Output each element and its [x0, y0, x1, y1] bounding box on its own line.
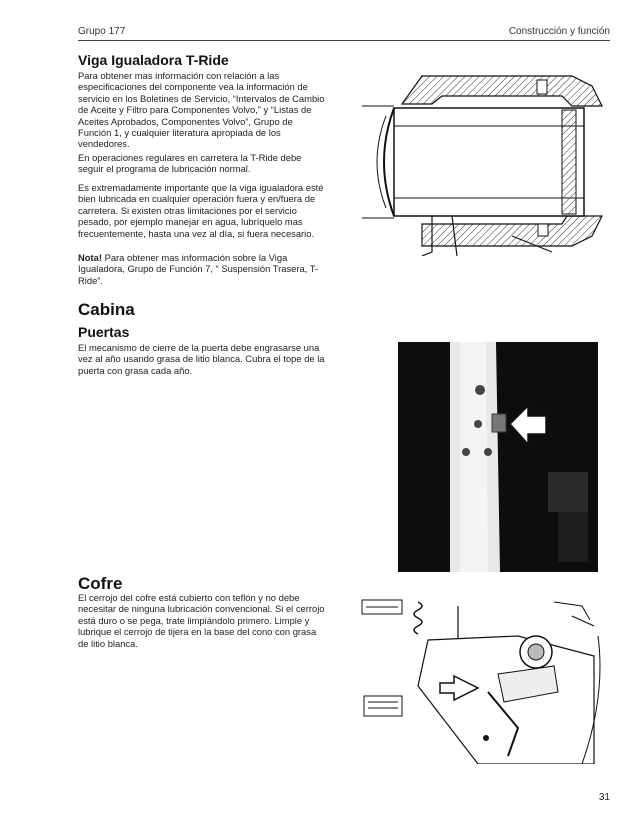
t-ride-cross-section-figure	[362, 66, 612, 256]
t-ride-title: Viga Igualadora T-Ride	[78, 52, 229, 68]
t-ride-paragraph-1: Para obtener mas información con relación a las especificaciones del componente vea la información de servicio en los Boletines de Servicio, “Intervalos de Cambio de Aceite y Filtro para Componentes Volvo,” y “Listas de Aceites Aprobados, Componentes Volvo”, Grupo de Función 1, y cualquier literatura apropiada de los vendedores.	[78, 70, 325, 150]
t-ride-paragraph-3: Es extremadamente importante que la viga igualadora esté bien lubricada en cualquier operación fuera y en/fuera de carretera. Si existen otras limitaciones por el servicio pesado, por ejemplo manejar en agua, lubríquelo mas frecuentemente, hasta una vez al día, si fuera necesario.	[78, 182, 324, 239]
note-text: Para obtener mas información sobre la Viga Igualadora, Grupo de Función 7, “ Suspensión Trasera, T-Ride”.	[78, 252, 319, 286]
t-ride-note	[78, 252, 328, 286]
page-number: 31	[598, 792, 610, 803]
header-section: Construcción y función	[508, 26, 610, 37]
t-ride-paragraph-2: En operaciones regulares en carretera la T-Ride debe seguir el programa de lubricación normal.	[78, 152, 302, 175]
cofre-title: Cofre	[78, 574, 123, 593]
door-latch-photo	[398, 342, 598, 572]
cabina-title: Cabina	[78, 300, 135, 319]
header-group: Grupo 177	[78, 26, 126, 37]
puertas-title: Puertas	[78, 324, 130, 340]
puertas-text: El mecanismo de cierre de la puerta debe engrasarse una vez al año usando grasa de litio blanca. Cubra el tope de la puerta con grasa cada año.	[78, 342, 325, 376]
note-label: Nota!	[78, 252, 102, 263]
hood-latch-figure	[358, 596, 606, 764]
header-rule	[78, 40, 610, 41]
cofre-text: El cerrojo del cofre está cubierto con teflón y no debe necesitar de ninguna lubricación convencional. Si el cerrojo está duro o se pega, trate limpiándolo primero. Limpie y lubrique el cerrojo de tijera en la base del cono con grasa de litio blanca.	[78, 592, 325, 649]
